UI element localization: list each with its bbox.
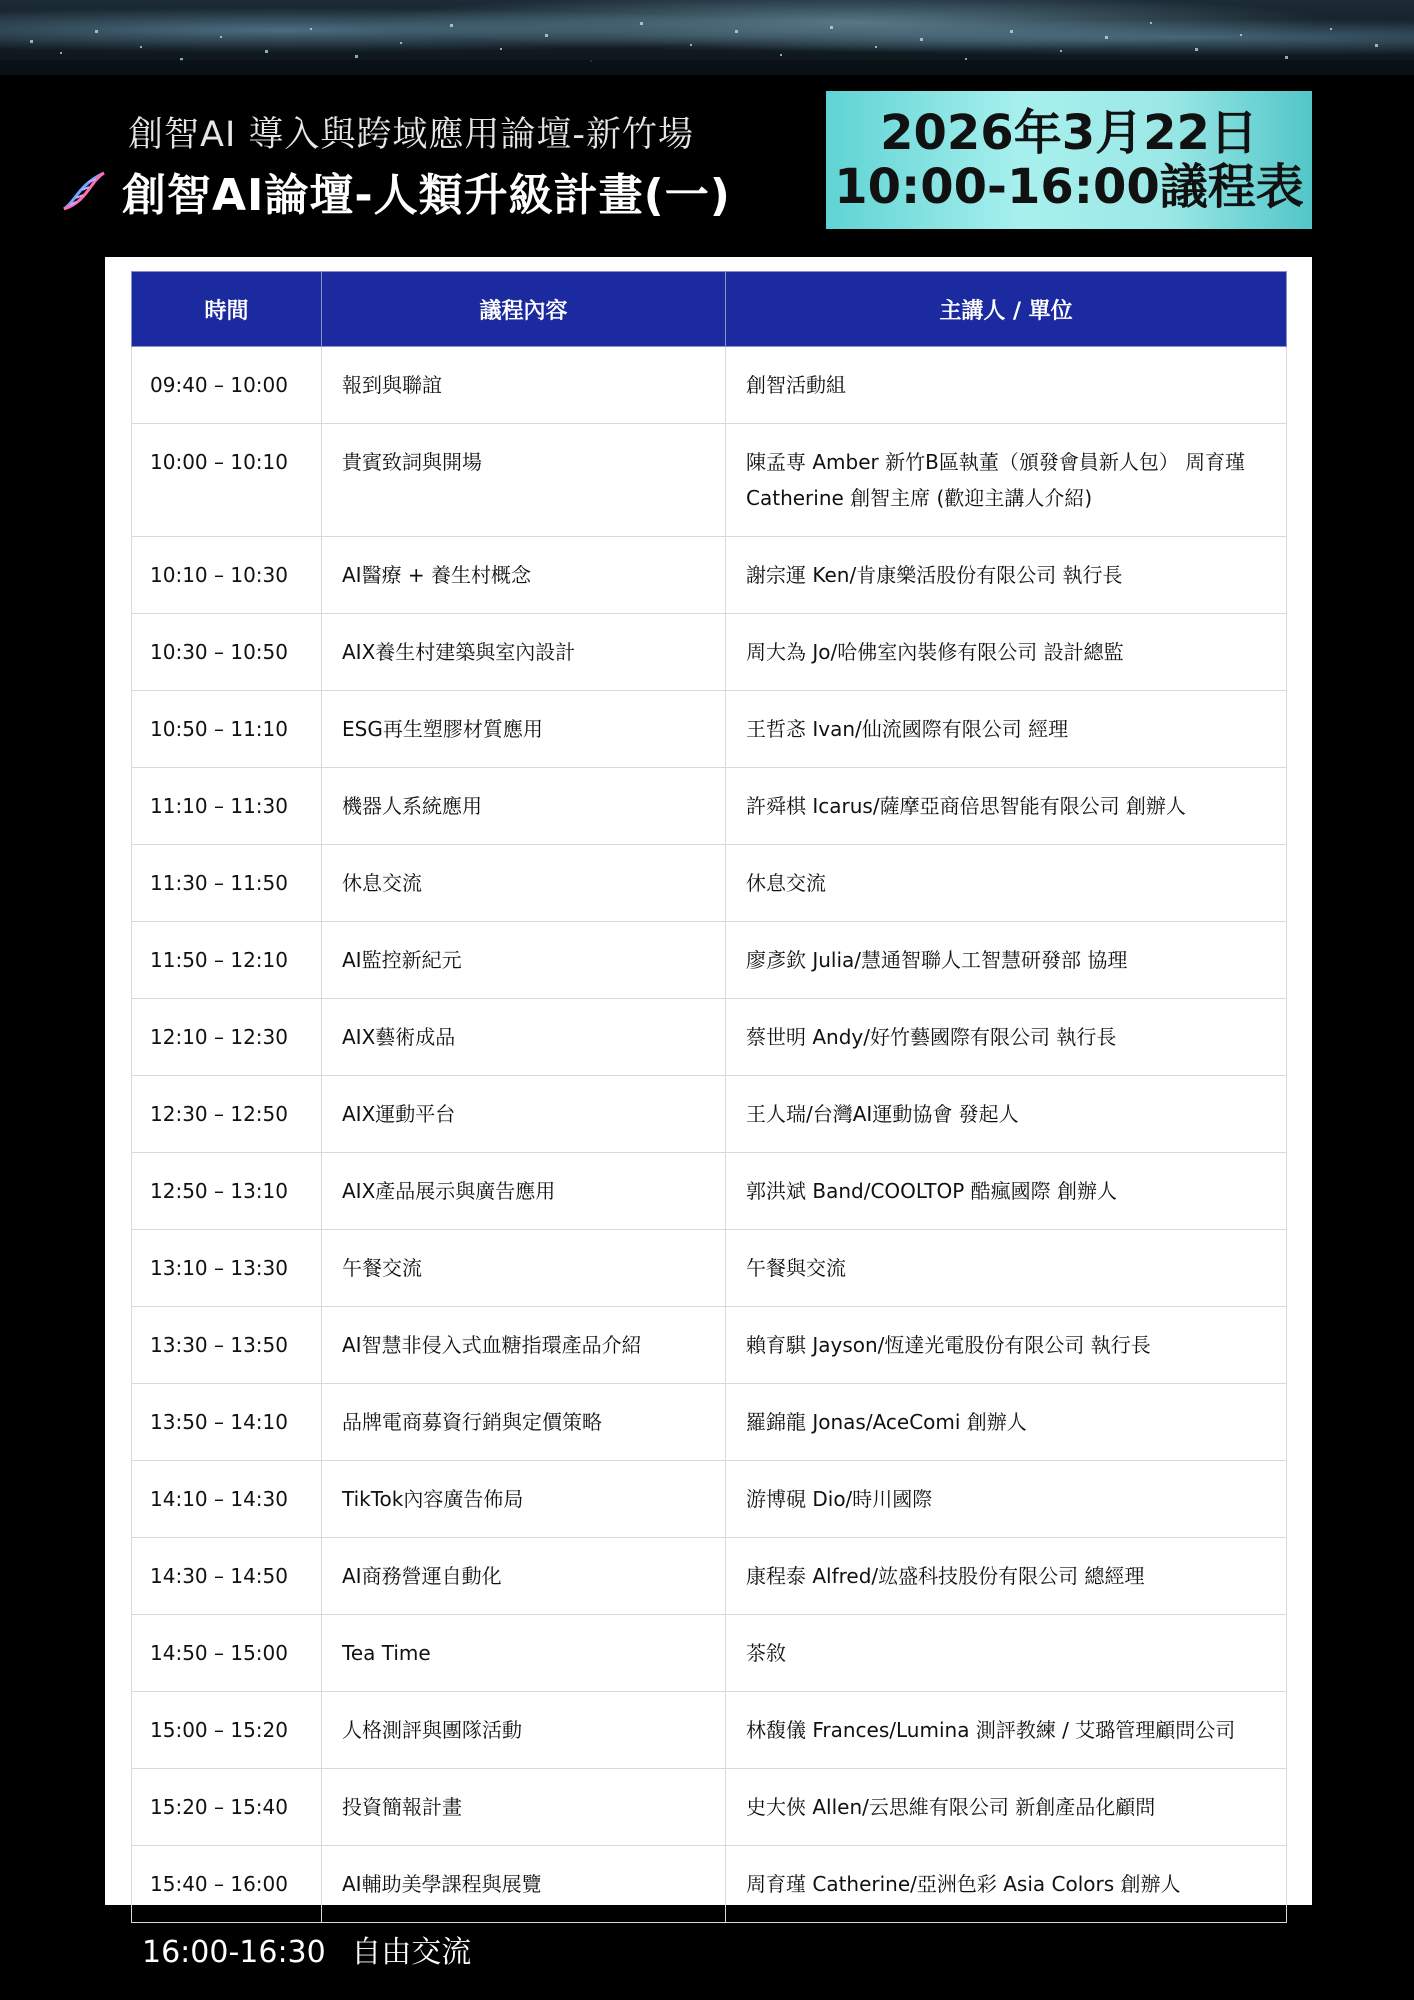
agenda-panel (105, 257, 1312, 1905)
closing-session-time: 16:00-16:30 (142, 1935, 326, 1970)
topic-cell: TikTok內容廣告佈局 (322, 1461, 726, 1538)
event-subtitle: 創智AI 導入與跨域應用論壇-新竹場 (128, 115, 695, 155)
column-header-speaker: 主講人 / 單位 (726, 272, 1287, 347)
table-row (132, 1615, 1287, 1692)
speaker-cell: 羅錦龍 Jonas/AceComi 創辦人 (726, 1384, 1287, 1461)
time-cell: 11:10 – 11:30 (132, 768, 322, 845)
speaker-cell: 午餐與交流 (726, 1230, 1287, 1307)
table-row (132, 845, 1287, 922)
time-cell: 14:30 – 14:50 (132, 1538, 322, 1615)
column-header-time: 時間 (132, 272, 322, 347)
topic-cell: 午餐交流 (322, 1230, 726, 1307)
time-cell: 11:50 – 12:10 (132, 922, 322, 999)
speaker-cell: 許舜棋 Icarus/薩摩亞商倍思智能有限公司 創辦人 (726, 768, 1287, 845)
topic-cell: 人格測評與團隊活動 (322, 1692, 726, 1769)
time-cell: 10:10 – 10:30 (132, 537, 322, 614)
city-night-banner (0, 0, 1414, 75)
event-time-range: 10:00-16:00議程表 (834, 159, 1304, 215)
closing-session-label: 自由交流 (351, 1935, 472, 1970)
table-row (132, 1769, 1287, 1846)
time-cell: 10:00 – 10:10 (132, 424, 322, 537)
table-row (132, 1230, 1287, 1307)
speaker-cell: 周育瑾 Catherine/亞洲色彩 Asia Colors 創辦人 (726, 1846, 1287, 1923)
topic-cell: AIX養生村建築與室內設計 (322, 614, 726, 691)
topic-cell: 品牌電商募資行銷與定價策略 (322, 1384, 726, 1461)
table-row (132, 1692, 1287, 1769)
topic-cell: AI智慧非侵入式血糖指環產品介紹 (322, 1307, 726, 1384)
table-row (132, 922, 1287, 999)
table-header-row (132, 272, 1287, 347)
time-cell: 09:40 – 10:00 (132, 347, 322, 424)
topic-cell: AIX藝術成品 (322, 999, 726, 1076)
speaker-cell: 茶敘 (726, 1615, 1287, 1692)
table-row (132, 691, 1287, 768)
time-cell: 15:00 – 15:20 (132, 1692, 322, 1769)
topic-cell: ESG再生塑膠材質應用 (322, 691, 726, 768)
speaker-cell: 廖彥欽 Julia/慧通智聯人工智慧研發部 協理 (726, 922, 1287, 999)
table-row (132, 1846, 1287, 1923)
time-cell: 12:30 – 12:50 (132, 1076, 322, 1153)
topic-cell: 貴賓致詞與開場 (322, 424, 726, 537)
event-date: 2026年3月22日 (880, 105, 1258, 161)
speaker-cell: 蔡世明 Andy/好竹藝國際有限公司 執行長 (726, 999, 1287, 1076)
time-cell: 14:10 – 14:30 (132, 1461, 322, 1538)
closing-session (142, 1927, 471, 1971)
table-row (132, 347, 1287, 424)
speaker-cell: 賴育騏 Jayson/恆達光電股份有限公司 執行長 (726, 1307, 1287, 1384)
speaker-cell: 謝宗運 Ken/肯康樂活股份有限公司 執行長 (726, 537, 1287, 614)
speaker-cell: 休息交流 (726, 845, 1287, 922)
time-cell: 10:50 – 11:10 (132, 691, 322, 768)
speaker-cell: 王人瑞/台灣AI運動協會 發起人 (726, 1076, 1287, 1153)
topic-cell: AIX運動平台 (322, 1076, 726, 1153)
dna-icon (58, 165, 110, 217)
topic-cell: 機器人系統應用 (322, 768, 726, 845)
speaker-cell: 林馥儀 Frances/Lumina 測評教練 / 艾璐管理顧問公司 (726, 1692, 1287, 1769)
table-row (132, 424, 1287, 537)
time-cell: 10:30 – 10:50 (132, 614, 322, 691)
title-row (58, 159, 731, 223)
table-row (132, 537, 1287, 614)
time-cell: 15:40 – 16:00 (132, 1846, 322, 1923)
page-header (0, 75, 1414, 255)
city-lights-image (0, 0, 1414, 75)
time-cell: 15:20 – 15:40 (132, 1769, 322, 1846)
table-row (132, 1538, 1287, 1615)
topic-cell: 休息交流 (322, 845, 726, 922)
time-cell: 12:10 – 12:30 (132, 999, 322, 1076)
time-cell: 13:10 – 13:30 (132, 1230, 322, 1307)
speaker-cell: 康程泰 Alfred/竑盛科技股份有限公司 總經理 (726, 1538, 1287, 1615)
topic-cell: AIX產品展示與廣告應用 (322, 1153, 726, 1230)
time-cell: 13:30 – 13:50 (132, 1307, 322, 1384)
column-header-topic: 議程內容 (322, 272, 726, 347)
topic-cell: AI醫療 + 養生村概念 (322, 537, 726, 614)
speaker-cell: 游博硯 Dio/時川國際 (726, 1461, 1287, 1538)
topic-cell: AI輔助美學課程與展覽 (322, 1846, 726, 1923)
speaker-cell: 史大俠 Allen/云思維有限公司 新創產品化顧問 (726, 1769, 1287, 1846)
table-row (132, 999, 1287, 1076)
page-title: 創智AI論壇-人類升級計畫(一) (122, 170, 731, 221)
topic-cell: 投資簡報計畫 (322, 1769, 726, 1846)
agenda-table (131, 271, 1287, 1923)
date-box (826, 91, 1312, 229)
time-cell: 14:50 – 15:00 (132, 1615, 322, 1692)
topic-cell: 報到與聯誼 (322, 347, 726, 424)
table-row (132, 768, 1287, 845)
table-row (132, 1076, 1287, 1153)
topic-cell: AI監控新紀元 (322, 922, 726, 999)
speaker-cell: 陳孟専 Amber 新竹B區執董（頒發會員新人包） 周育瑾 Catherine 創智主席 (歡迎主講人介紹) (726, 424, 1287, 537)
topic-cell: Tea Time (322, 1615, 726, 1692)
speaker-cell: 王哲忞 Ivan/仙流國際有限公司 經理 (726, 691, 1287, 768)
table-row (132, 614, 1287, 691)
table-row (132, 1384, 1287, 1461)
speaker-cell: 郭洪斌 Band/COOLTOP 酷瘋國際 創辦人 (726, 1153, 1287, 1230)
speaker-cell: 周大為 Jo/哈佛室內裝修有限公司 設計總監 (726, 614, 1287, 691)
time-cell: 11:30 – 11:50 (132, 845, 322, 922)
topic-cell: AI商務營運自動化 (322, 1538, 726, 1615)
speaker-cell: 創智活動組 (726, 347, 1287, 424)
time-cell: 12:50 – 13:10 (132, 1153, 322, 1230)
table-row (132, 1307, 1287, 1384)
table-row (132, 1153, 1287, 1230)
table-row (132, 1461, 1287, 1538)
time-cell: 13:50 – 14:10 (132, 1384, 322, 1461)
